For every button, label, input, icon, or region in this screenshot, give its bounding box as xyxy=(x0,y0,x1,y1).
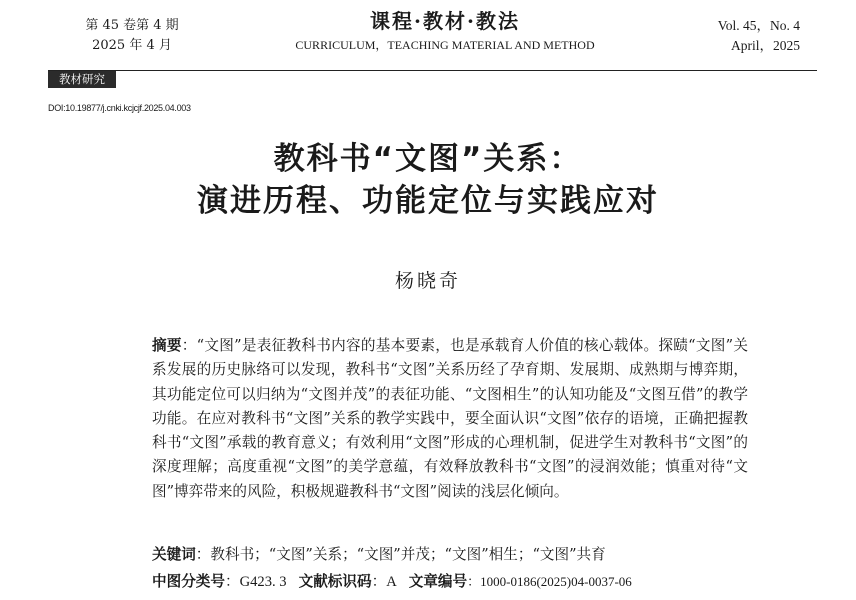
keywords-text: ：教科书；“文图”关系；“文图”并茂；“文图”相生；“文图”共育 xyxy=(195,546,606,563)
article-title xyxy=(50,138,806,222)
doi: DOI:10.19877/j.cnki.kcjcjf.2025.04.003 xyxy=(48,103,191,113)
date-en: April，2025 xyxy=(731,38,800,53)
volume-en: Vol. 45，No. 4 xyxy=(717,18,800,33)
clc-label: 中图分类号 xyxy=(152,573,225,590)
title-line-2: 演进历程、功能定位与实践应对 xyxy=(197,183,659,219)
issue-info-cn xyxy=(72,16,192,56)
date-cn: 2025 年 4 月 xyxy=(92,38,172,53)
issue-info-en xyxy=(688,16,800,56)
clc-value: ：G423. 3 xyxy=(224,574,287,590)
abstract-label: 摘要 xyxy=(152,337,182,354)
author-name: 杨晓奇 xyxy=(394,270,461,292)
keywords xyxy=(152,545,792,565)
header-rule xyxy=(48,70,817,71)
article-no-label: 文章编号 xyxy=(408,573,468,590)
journal-title-cn: 课程·教材·教法 xyxy=(370,9,520,33)
article-no-value: ：1000-0186(2025)04-0037-06 xyxy=(467,574,632,589)
classification-line xyxy=(152,572,792,592)
section-badge: 教材研究 xyxy=(48,71,116,88)
title-line-1: 教科书“文图”关系： xyxy=(273,141,583,177)
doc-code-label: 文献标识码 xyxy=(298,573,372,590)
abstract-text: ：“文图”是表征教科书内容的基本要素，也是承载育人价值的核心载体。探赜“文图”关系发展的历史脉络可以发现，教科书“文图”关系历经了孕育期、发展期、成熟期与博弈期，其功能定位可以归纳为“文图并茂”的表征功能、“文图相生”的认知功能及“文图互借”的教学功能。在应对教科书“文图”关系的教学实践中，要全面认识“文图”依存的语境，正确把握教科书“文图”承载的教育意义；有效利用“文图”形成的心理机制，促进学生对教科书“文图”的深度理解；高度重视“文图”的美学意蕴，有效释放教科书“文图”的浸润效能；慎重对待“文图”博弈带来的风险，积极规避教科书“文图”阅读的浅层化倾向。 xyxy=(152,337,748,500)
volume-cn: 第 45 卷第 4 期 xyxy=(85,18,179,33)
journal-title-block xyxy=(240,8,650,54)
doc-code-value: ：A xyxy=(371,574,397,590)
abstract xyxy=(120,334,748,504)
journal-title-en: CURRICULUM，TEACHING MATERIAL AND METHOD xyxy=(295,38,595,52)
keywords-label: 关键词 xyxy=(152,546,196,563)
